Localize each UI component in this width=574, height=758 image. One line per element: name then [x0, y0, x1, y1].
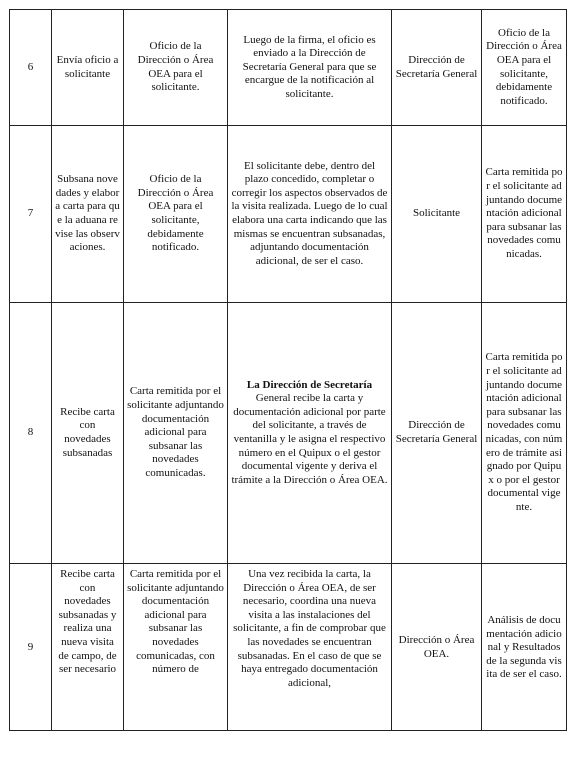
table-row-6 — [10, 10, 567, 126]
description-cell: Una vez recibida la carta, la Dirección o Área OEA, de ser necesario, coordina una nueva visita a las instalaciones del solicitante, a fin de comprobar que las novedades se encuentran subsanadas. En el caso de que se haya entregado documentación adicional, — [228, 564, 392, 731]
responsible-cell: Dirección o Área OEA. — [392, 564, 482, 731]
step-number: 7 — [10, 126, 52, 303]
input-cell: Oficio de la Dirección o Área OEA para el solicitante, debidamente notificado. — [124, 126, 228, 303]
step-number: 8 — [10, 303, 52, 564]
table-row-9 — [10, 564, 567, 731]
description-cell — [228, 303, 392, 564]
activity-cell: Subsana novedades y elabora carta para que la aduana revise las observaciones. — [52, 126, 124, 303]
procedure-table — [9, 9, 567, 731]
table-row-8 — [10, 303, 567, 564]
activity-cell: Envía oficio a solicitante — [52, 10, 124, 126]
input-cell: Oficio de la Dirección o Área OEA para el solicitante. — [124, 10, 228, 126]
step-number: 9 — [10, 564, 52, 731]
activity-cell: Recibe carta con novedades subsanadas — [52, 303, 124, 564]
description-cell: El solicitante debe, dentro del plazo concedido, completar o corregir los aspectos observados de la visita realizada. Luego de lo cual elabora una carta indicando que las mismas se encuentran subsanadas, adjuntando documentación adicional, de ser el caso. — [228, 126, 392, 303]
output-cell: Oficio de la Dirección o Área OEA para el solicitante, debidamente notificado. — [482, 10, 567, 126]
table-row-7 — [10, 126, 567, 303]
input-cell: Carta remitida por el solicitante adjuntando documentación adicional para subsanar las novedades comunicadas. — [124, 303, 228, 564]
description-cell: Luego de la firma, el oficio es enviado a la Dirección de Secretaría General para que se encargue de la notificación al solicitante. — [228, 10, 392, 126]
description-text: General recibe la carta y documentación adicional por parte del solicitante, a través de ventanilla y le asigna el respectivo número en el Quipux o el gestor documental vigente y deriva el trámite a la Dirección o Área OEA. — [231, 392, 388, 486]
output-cell: Carta remitida por el solicitante adjuntando documentación adicional para subsanar las novedades comunicadas, con número de trámite asignado por Quipux o por el gestor documental vigente. — [482, 303, 567, 564]
responsible-cell: Solicitante — [392, 126, 482, 303]
activity-cell: Recibe carta con novedades subsanadas y realiza una nueva visita de campo, de ser necesario — [52, 564, 124, 731]
step-number: 6 — [10, 10, 52, 126]
description-lead: La Dirección de Secretaría — [246, 378, 373, 391]
responsible-cell: Dirección de Secretaría General — [392, 10, 482, 126]
input-cell: Carta remitida por el solicitante adjuntando documentación adicional para subsanar las novedades comunicadas, con número de — [124, 564, 228, 731]
responsible-cell: Dirección de Secretaría General — [392, 303, 482, 564]
output-cell: Análisis de documentación adicional y Resultados de la segunda visita de ser el caso. — [482, 564, 567, 731]
output-cell: Carta remitida por el solicitante adjuntando documentación adicional para subsanar las novedades comunicadas. — [482, 126, 567, 303]
